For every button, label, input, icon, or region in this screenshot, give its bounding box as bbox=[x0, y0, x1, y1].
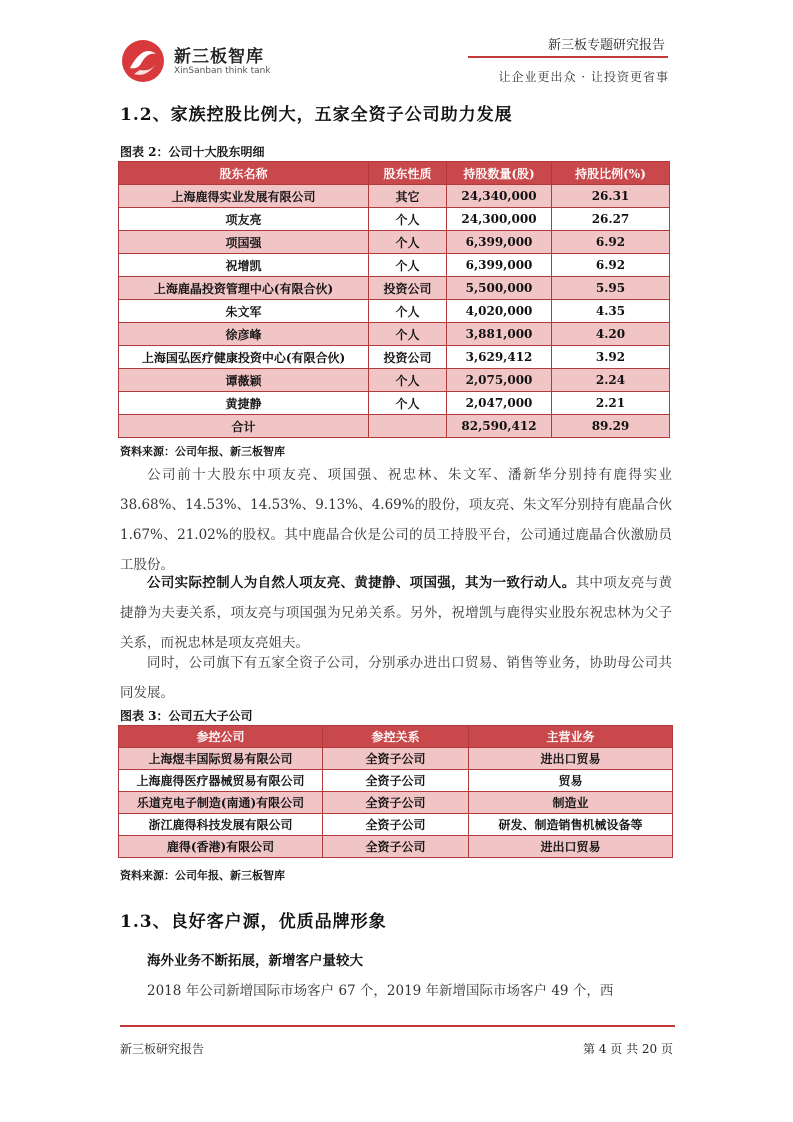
cell-ratio: 89.29 bbox=[552, 415, 670, 438]
cell-ratio: 2.21 bbox=[552, 392, 670, 415]
cell-type bbox=[369, 415, 447, 438]
cell-ratio: 26.27 bbox=[552, 208, 670, 231]
col-header: 参控关系 bbox=[323, 726, 469, 748]
table-row bbox=[119, 185, 670, 208]
paragraph: 同时，公司旗下有五家全资子公司，分别承办进出口贸易、销售等业务，协助母公司共同发展。 bbox=[120, 655, 672, 701]
section-heading-1-3: 1.3、良好客户源，优质品牌形象 bbox=[120, 912, 387, 932]
table-row bbox=[119, 300, 670, 323]
table-row bbox=[119, 814, 673, 836]
cell-type: 投资公司 bbox=[369, 277, 447, 300]
cell-business: 制造业 bbox=[469, 792, 673, 814]
table-row bbox=[119, 369, 670, 392]
subheading: 海外业务不断拓展，新增客户量较大 bbox=[147, 953, 363, 969]
cell-name: 上海鹿得实业发展有限公司 bbox=[119, 185, 369, 208]
col-header: 持股数量(股) bbox=[447, 162, 552, 185]
cell-relation: 全资子公司 bbox=[323, 748, 469, 770]
cell-shares: 6,399,000 bbox=[447, 254, 552, 277]
cell-business: 贸易 bbox=[469, 770, 673, 792]
cell-shares: 24,300,000 bbox=[447, 208, 552, 231]
cell-name: 祝增凯 bbox=[119, 254, 369, 277]
cell-ratio: 6.92 bbox=[552, 231, 670, 254]
cell-company: 上海煜丰国际贸易有限公司 bbox=[119, 748, 323, 770]
footer-divider bbox=[120, 1025, 675, 1027]
table-row bbox=[119, 392, 670, 415]
cell-type: 个人 bbox=[369, 208, 447, 231]
cell-ratio: 5.95 bbox=[552, 277, 670, 300]
cell-company: 上海鹿得医疗器械贸易有限公司 bbox=[119, 770, 323, 792]
page-number: 第 4 页 共 20 页 bbox=[583, 1042, 673, 1056]
table-row bbox=[119, 748, 673, 770]
cell-ratio: 2.24 bbox=[552, 369, 670, 392]
cell-ratio: 4.20 bbox=[552, 323, 670, 346]
logo bbox=[120, 38, 300, 84]
table-row bbox=[119, 346, 670, 369]
table1-source: 资料来源：公司年报、新三板智库 bbox=[120, 445, 285, 458]
cell-type: 个人 bbox=[369, 300, 447, 323]
table2-source: 资料来源：公司年报、新三板智库 bbox=[120, 869, 285, 882]
logo-text: 新三板智库 bbox=[174, 47, 264, 67]
col-header: 持股比例(%) bbox=[552, 162, 670, 185]
cell-shares: 24,340,000 bbox=[447, 185, 552, 208]
cell-relation: 全资子公司 bbox=[323, 814, 469, 836]
cell-type: 其它 bbox=[369, 185, 447, 208]
table-row bbox=[119, 208, 670, 231]
header-divider bbox=[468, 56, 668, 58]
paragraph: 公司前十大股东中项友亮、项国强、祝忠林、朱文军、潘新华分别持有鹿得实业 38.68%、14.53%、14.53%、9.13%、4.69%的股份，项友亮、朱文军分别持有鹿晶合伙 1.67%、21.02%的股权。其中鹿晶合伙是公司的员工持股平台，公司通过鹿晶合伙激励员工股份。 bbox=[120, 467, 672, 573]
cell-company: 鹿得(香港)有限公司 bbox=[119, 836, 323, 858]
cell-name: 项友亮 bbox=[119, 208, 369, 231]
cell-business: 进出口贸易 bbox=[469, 836, 673, 858]
col-header: 股东性质 bbox=[369, 162, 447, 185]
cell-business: 进出口贸易 bbox=[469, 748, 673, 770]
subsidiaries-table bbox=[118, 725, 673, 858]
cell-name: 徐彦峰 bbox=[119, 323, 369, 346]
cell-name: 黄捷静 bbox=[119, 392, 369, 415]
cell-name: 上海鹿晶投资管理中心(有限合伙) bbox=[119, 277, 369, 300]
logo-subtext: XinSanban think tank bbox=[174, 66, 271, 76]
table-header-row bbox=[119, 162, 670, 185]
table-row bbox=[119, 770, 673, 792]
cell-relation: 全资子公司 bbox=[323, 836, 469, 858]
cell-name: 项国强 bbox=[119, 231, 369, 254]
cell-ratio: 6.92 bbox=[552, 254, 670, 277]
cell-company: 乐道克电子制造(南通)有限公司 bbox=[119, 792, 323, 814]
table-row bbox=[119, 792, 673, 814]
cell-type: 个人 bbox=[369, 369, 447, 392]
cell-name: 上海国弘医疗健康投资中心(有限合伙) bbox=[119, 346, 369, 369]
table-row bbox=[119, 836, 673, 858]
table2-caption: 图表 3：公司五大子公司 bbox=[120, 709, 253, 723]
table-row bbox=[119, 277, 670, 300]
cell-shares: 4,020,000 bbox=[447, 300, 552, 323]
cell-ratio: 4.35 bbox=[552, 300, 670, 323]
table-row bbox=[119, 323, 670, 346]
cell-type: 投资公司 bbox=[369, 346, 447, 369]
cell-shares: 2,075,000 bbox=[447, 369, 552, 392]
section-heading-1-2: 1.2、家族控股比例大，五家全资子公司助力发展 bbox=[120, 105, 513, 125]
cell-name: 谭薇颖 bbox=[119, 369, 369, 392]
cell-shares: 82,590,412 bbox=[447, 415, 552, 438]
cell-relation: 全资子公司 bbox=[323, 770, 469, 792]
paragraph-emphasis: 公司实际控制人为自然人项友亮、黄捷静、项国强，其为一致行动人。 bbox=[147, 575, 576, 591]
table1-caption: 图表 2：公司十大股东明细 bbox=[120, 145, 265, 159]
paragraph-text: 其中项友亮与黄捷静为夫妻关系，项友亮与项国强为兄弟关系。另外，祝增凯与鹿得实业股东祝忠林为父子关系，而祝忠林是项友亮姐夫。 bbox=[120, 575, 673, 651]
table-row bbox=[119, 254, 670, 277]
cell-name: 朱文军 bbox=[119, 300, 369, 323]
shareholders-table bbox=[118, 161, 670, 438]
logo-mark-icon bbox=[120, 38, 166, 84]
cell-shares: 5,500,000 bbox=[447, 277, 552, 300]
cell-type: 个人 bbox=[369, 392, 447, 415]
cell-shares: 3,629,412 bbox=[447, 346, 552, 369]
table-row bbox=[119, 231, 670, 254]
col-header: 主营业务 bbox=[469, 726, 673, 748]
paragraph bbox=[120, 568, 672, 658]
cell-relation: 全资子公司 bbox=[323, 792, 469, 814]
cell-name: 合计 bbox=[119, 415, 369, 438]
cell-shares: 2,047,000 bbox=[447, 392, 552, 415]
footer-title: 新三板研究报告 bbox=[120, 1042, 205, 1056]
table-total-row bbox=[119, 415, 670, 438]
col-header: 参控公司 bbox=[119, 726, 323, 748]
header-slogan: 让企业更出众 · 让投资更省事 bbox=[498, 70, 669, 84]
cell-type: 个人 bbox=[369, 231, 447, 254]
cell-company: 浙江鹿得科技发展有限公司 bbox=[119, 814, 323, 836]
paragraph: 2018 年公司新增国际市场客户 67 个，2019 年新增国际市场客户 49 个，西 bbox=[147, 983, 614, 999]
header-title: 新三板专题研究报告 bbox=[547, 38, 665, 53]
table-header-row bbox=[119, 726, 673, 748]
col-header: 股东名称 bbox=[119, 162, 369, 185]
cell-shares: 6,399,000 bbox=[447, 231, 552, 254]
cell-ratio: 26.31 bbox=[552, 185, 670, 208]
cell-type: 个人 bbox=[369, 254, 447, 277]
cell-business: 研发、制造销售机械设备等 bbox=[469, 814, 673, 836]
cell-shares: 3,881,000 bbox=[447, 323, 552, 346]
cell-ratio: 3.92 bbox=[552, 346, 670, 369]
cell-type: 个人 bbox=[369, 323, 447, 346]
